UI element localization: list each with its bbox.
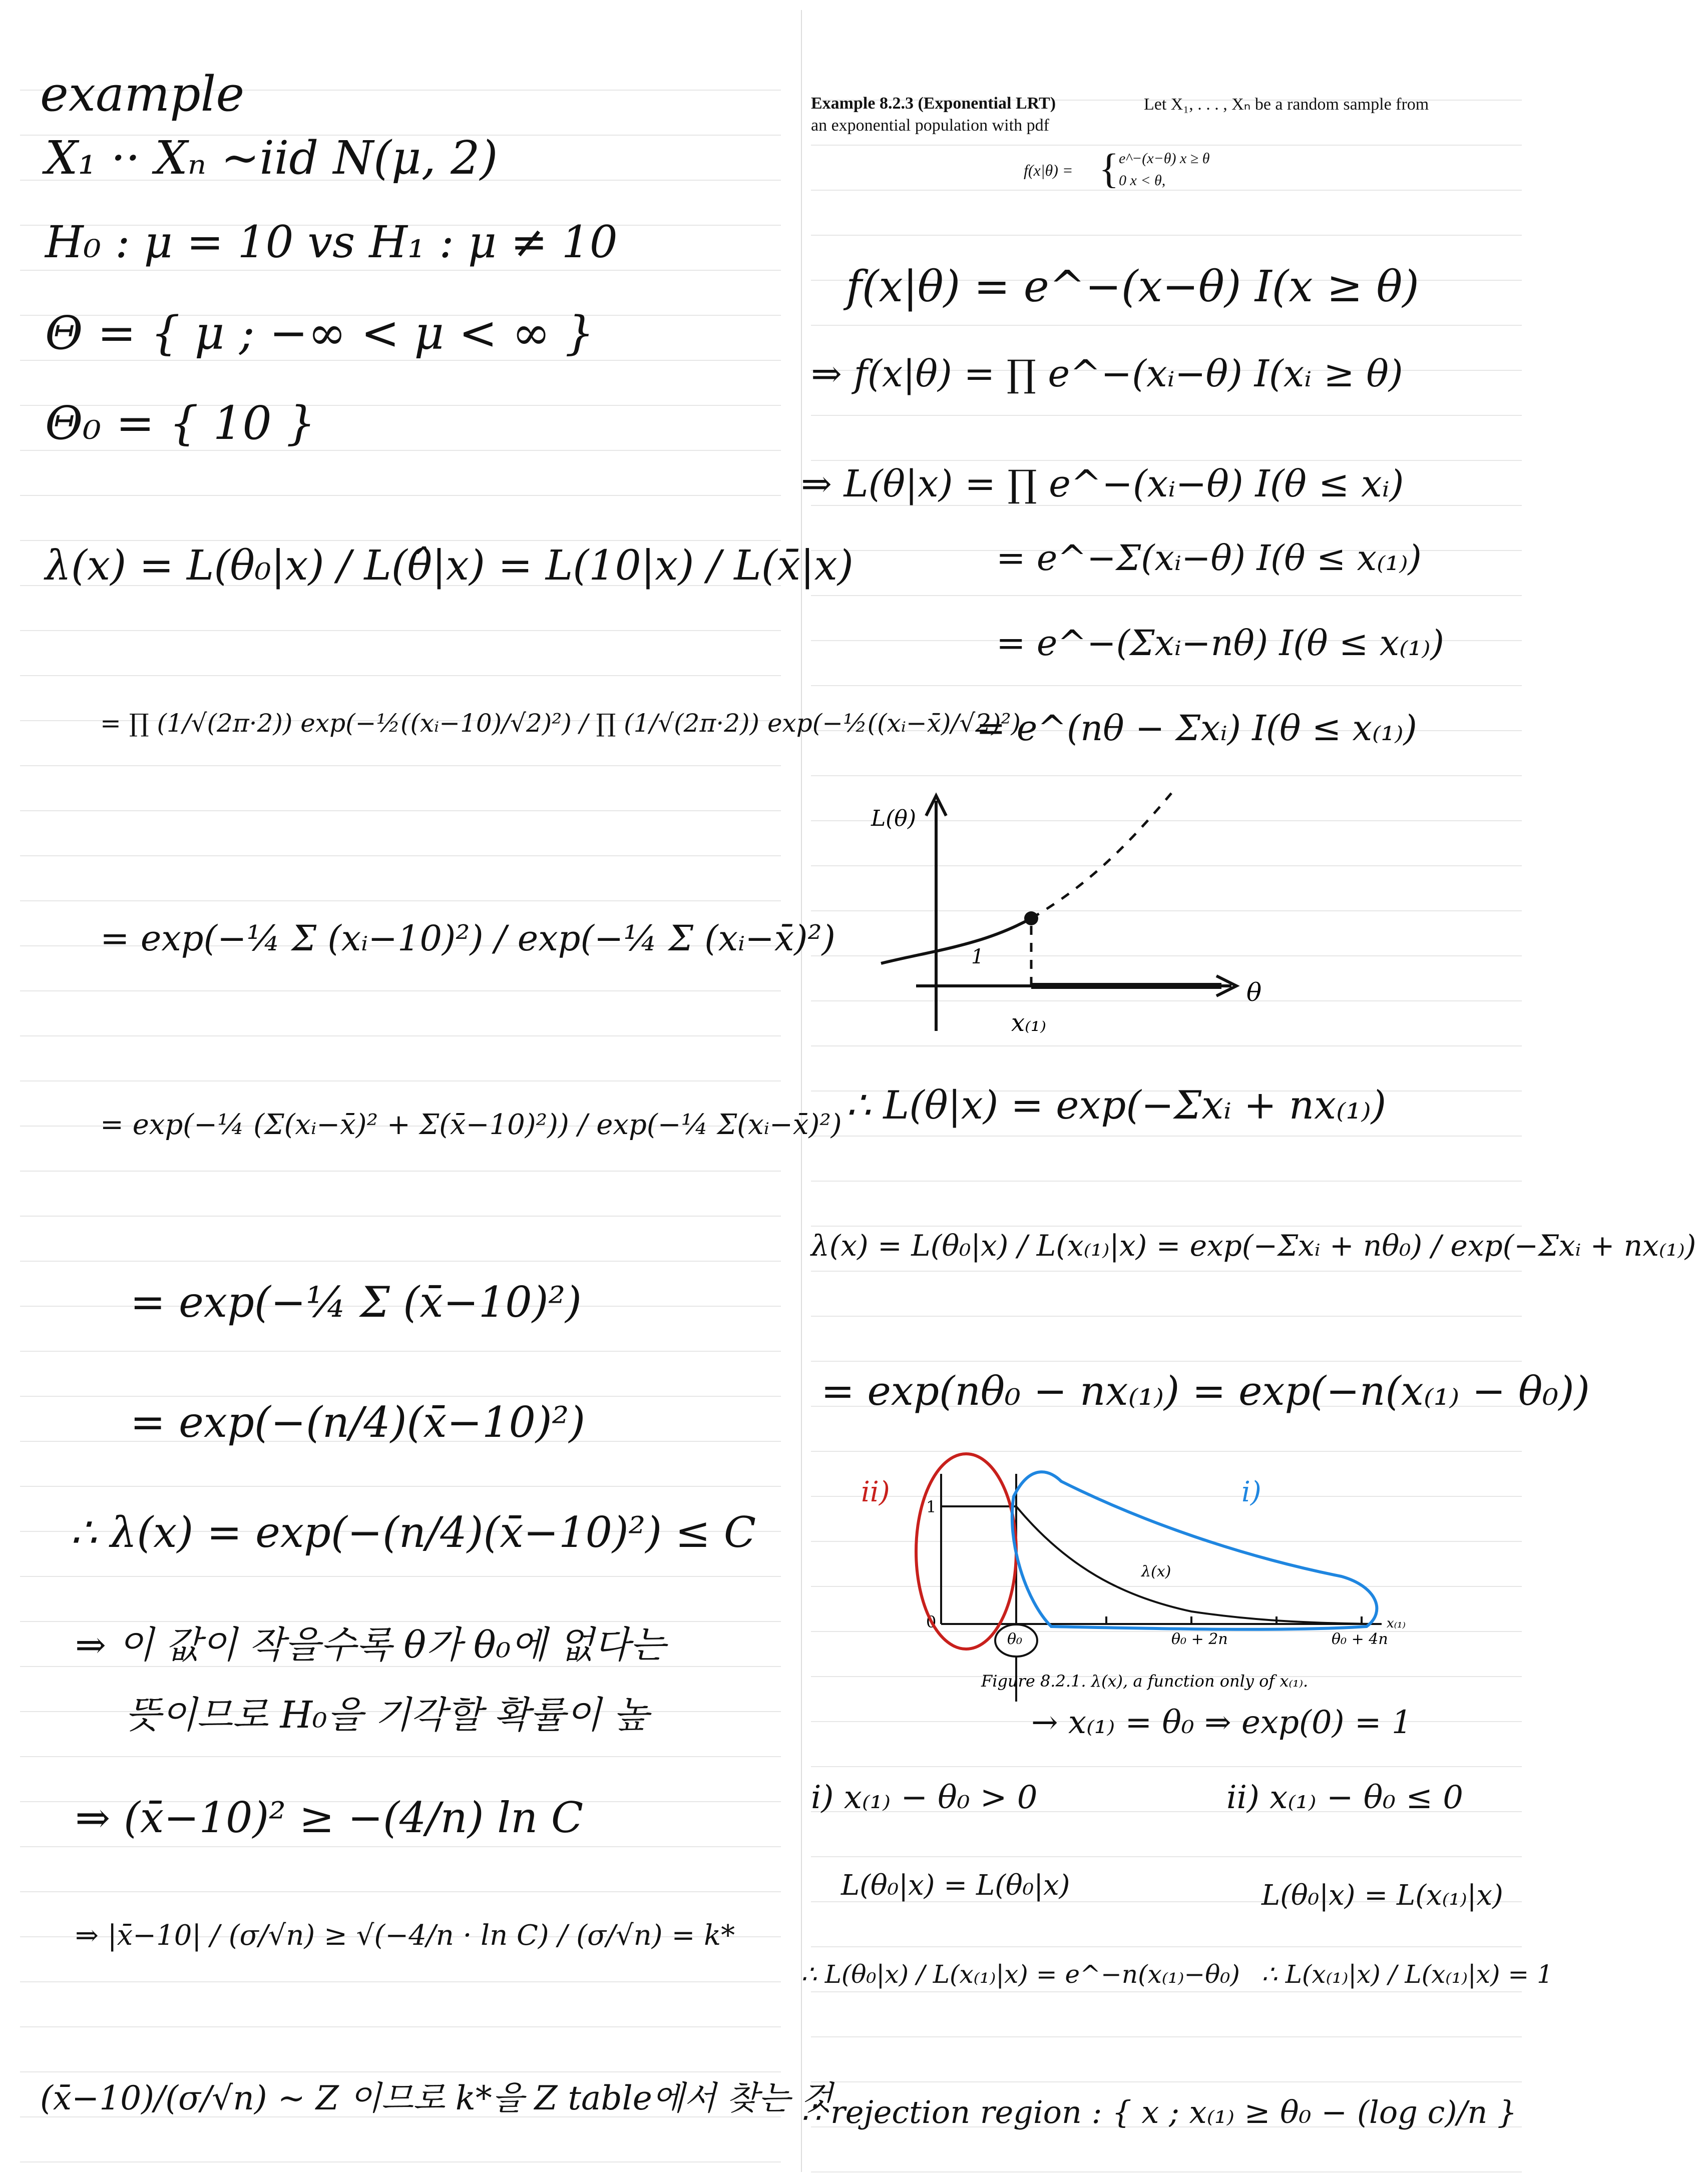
marker-ii-label: ii) <box>861 1476 890 1508</box>
left-line-parameter-space: Θ = { μ ; −∞ < μ < ∞ } <box>45 306 595 360</box>
example-text-1: Let X₁, . . . , Xₙ be a random sample from <box>1144 95 1429 114</box>
right-line-case-i-likelihood: L(θ₀|x) = L(θ₀|x) <box>841 1869 1070 1902</box>
left-line-lambda-le-c: ∴ λ(x) = exp(−(n/4)(x̄−10)²) ≤ C <box>70 1508 756 1557</box>
left-line-hypotheses: H₀ : μ = 10 vs H₁ : μ ≠ 10 <box>45 216 618 268</box>
sketch-xlabel: θ <box>1246 978 1262 1007</box>
likelihood-sketch <box>851 786 1302 1046</box>
marker-i-label: i) <box>1241 1476 1261 1508</box>
right-line-likelihood-n-theta: = e^−(Σxᵢ−nθ) I(θ ≤ x₍₁₎) <box>996 623 1444 664</box>
left-line-exp-ratio: = exp(−¼ Σ (xᵢ−10)²) / exp(−¼ Σ (xᵢ−x̄)²) <box>100 918 835 959</box>
sketch-ylabel: L(θ) <box>871 806 917 831</box>
blue-region-marker <box>1012 1472 1377 1629</box>
left-line-squared-bound: ⇒ (x̄−10)² ≥ −(4/n) ln C <box>75 1793 584 1842</box>
left-line-normal-ratio: = ∏ (1/√(2π·2)) exp(−½((xᵢ−10)/√2)²) / ∏ (1/√(2π·2)) exp(−½((xᵢ−x̄)/√2)²) <box>100 709 1021 738</box>
example-text-2: an exponential population with pdf <box>811 116 1049 135</box>
right-line-joint-pdf: ⇒ f(x|θ) = ∏ e^−(xᵢ−θ) I(xᵢ ≥ θ) <box>811 352 1403 395</box>
figure-lambda-curve <box>1016 1506 1372 1624</box>
pdf-brace: { <box>1099 146 1119 192</box>
right-line-likelihood-sum: = e^−Σ(xᵢ−θ) I(θ ≤ x₍₁₎) <box>996 537 1422 579</box>
figure-y1-label: 1 <box>926 1497 937 1516</box>
pdf-lhs: f(x|θ) = <box>1024 161 1073 179</box>
left-line-korean-1: ⇒ 이 값이 작을수록 θ가 θ₀에 없다는 <box>75 1623 666 1667</box>
page-title: example <box>40 66 245 122</box>
figure-y0-label: 0 <box>926 1612 937 1631</box>
right-line-case-i-ratio: ∴ L(θ₀|x) / L(x₍₁₎|x) = e^−n(x₍₁₎−θ₀) <box>801 1960 1240 1989</box>
left-line-simplified-n: = exp(−(n/4)(x̄−10)²) <box>130 1398 586 1447</box>
right-line-lrt-ratio: λ(x) = L(θ₀|x) / L(x₍₁₎|x) = exp(−Σxᵢ + nθ₀) / exp(−Σxᵢ + nx₍₁₎) <box>811 1229 1696 1263</box>
figure-curve-label: λ(x) <box>1141 1563 1171 1580</box>
right-line-case-ii-likelihood: L(θ₀|x) = L(x₍₁₎|x) <box>1261 1879 1503 1912</box>
sketch-tick-label: x₍₁₎ <box>1011 1009 1046 1037</box>
left-line-null-space: Θ₀ = { 10 } <box>45 396 316 450</box>
figure-x-axis-label: x₍₁₎ <box>1387 1616 1406 1631</box>
left-line-standardized: ⇒ |x̄−10| / (σ/√n) ≥ √(−4/n · ln C) / (σ/√n) = k* <box>75 1919 735 1952</box>
figure-theta2-label: θ₀ + 2n <box>1171 1630 1228 1648</box>
right-line-rejection-region: ∴ rejection region : { x ; x₍₁₎ ≥ θ₀ − (log c)/n } <box>801 2094 1517 2130</box>
left-line-z-table: (x̄−10)/(σ/√n) ~ Z 이므로 k*을 Z table에서 찾는 것 <box>40 2079 833 2117</box>
pdf-case-1: e^−(x−θ) x ≥ θ <box>1119 150 1210 167</box>
pdf-case-2: 0 x < θ, <box>1119 172 1166 189</box>
example-header: Example 8.2.3 (Exponential LRT) <box>811 94 1056 113</box>
figure-caption: Figure 8.2.1. λ(x), a function only of x₍₁₎. <box>981 1672 1309 1691</box>
figure-theta4-label: θ₀ + 4n <box>1332 1630 1388 1648</box>
left-line-decomposition: = exp(−¼ (Σ(xᵢ−x̄)² + Σ(x̄−10)²)) / exp(−¼ Σ(xᵢ−x̄)²) <box>100 1109 842 1141</box>
red-region-marker <box>916 1454 1016 1649</box>
right-line-case-i: i) x₍₁₎ − θ₀ > 0 <box>811 1779 1038 1816</box>
right-line-likelihood-conclusion: ∴ L(θ|x) = exp(−Σxᵢ + nx₍₁₎) <box>846 1083 1387 1128</box>
right-line-pdf-indicator: f(x|θ) = e^−(x−θ) I(x ≥ θ) <box>846 262 1419 312</box>
page-divider <box>801 10 802 2172</box>
sketch-dashed-curve <box>1031 793 1171 918</box>
right-line-boundary-value: → x₍₁₎ = θ₀ ⇒ exp(0) = 1 <box>1031 1704 1412 1741</box>
right-line-likelihood: ⇒ L(θ|x) = ∏ e^−(xᵢ−θ) I(θ ≤ xᵢ) <box>801 462 1404 505</box>
right-line-case-ii: ii) x₍₁₎ − θ₀ ≤ 0 <box>1226 1779 1463 1816</box>
right-line-likelihood-final: = e^(nθ − Σxᵢ) I(θ ≤ x₍₁₎) <box>976 708 1417 749</box>
lambda-figure <box>841 1451 1432 1702</box>
right-line-lrt-simplified: = exp(nθ₀ − nx₍₁₎) = exp(−n(x₍₁₎ − θ₀)) <box>821 1368 1590 1414</box>
left-line-korean-2: 뜻이므로 H₀을 기각할 확률이 높 <box>125 1694 649 1737</box>
left-line-model: X₁ ·· Xₙ ~iid N(μ, 2) <box>45 131 498 185</box>
left-line-simplified-sum: = exp(−¼ Σ (x̄−10)²) <box>130 1278 582 1327</box>
left-line-lrt-definition: λ(x) = L(θ₀|x) / L(θ̂|x) = L(10|x) / L(x̄|x) <box>45 542 854 590</box>
figure-theta0-label: θ₀ <box>1007 1630 1023 1648</box>
sketch-one-label: 1 <box>971 945 984 968</box>
right-line-case-ii-ratio: ∴ L(x₍₁₎|x) / L(x₍₁₎|x) = 1 <box>1261 1960 1553 1989</box>
sketch-solid-curve <box>881 918 1031 963</box>
